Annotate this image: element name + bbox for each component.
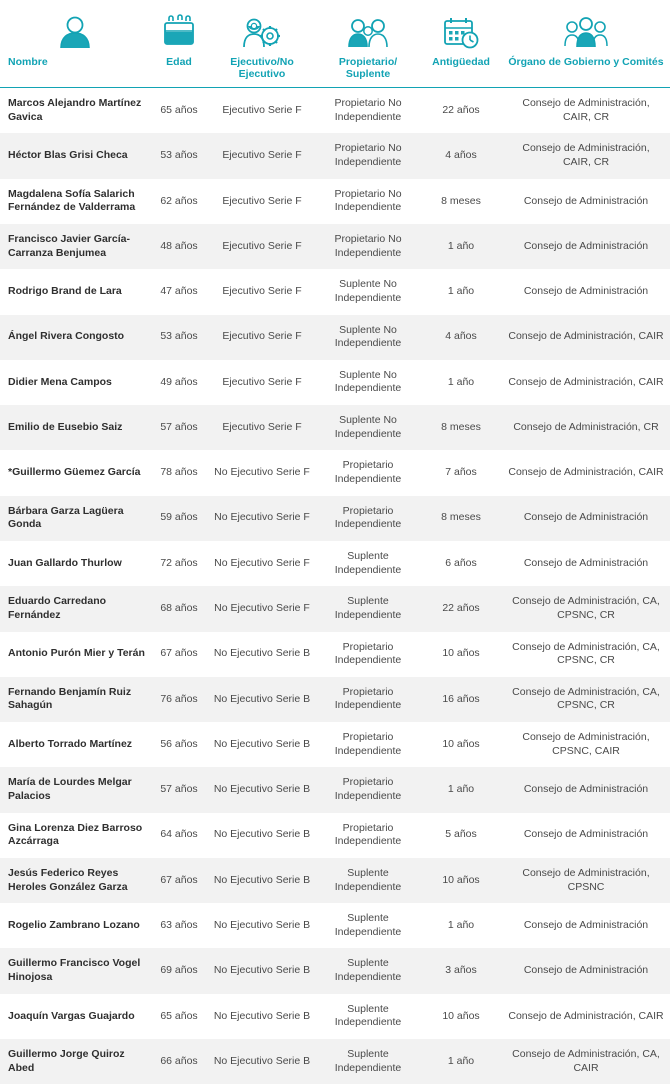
cell-antiguedad: 1 año (420, 903, 502, 948)
cell-organo: Consejo de Administración (502, 179, 670, 224)
cell-edad: 64 años (150, 813, 208, 858)
cell-propietario: Suplente Independiente (316, 903, 420, 948)
person-gear-icon (210, 14, 314, 50)
cell-propietario: Suplente Independiente (316, 948, 420, 993)
cell-ejecutivo: No Ejecutivo Serie F (208, 541, 316, 586)
column-header-nombre: Nombre (0, 54, 150, 88)
cell-antiguedad: 10 años (420, 632, 502, 677)
header-icon-cell-nombre (0, 0, 150, 54)
cell-antiguedad: 4 años (420, 133, 502, 178)
cell-edad: 49 años (150, 360, 208, 405)
cell-organo: Consejo de Administración, CAIR (502, 315, 670, 360)
cell-antiguedad: 22 años (420, 88, 502, 134)
cell-edad: 47 años (150, 269, 208, 314)
cell-organo: Consejo de Administración (502, 813, 670, 858)
cell-edad: 62 años (150, 179, 208, 224)
cell-nombre: Guillermo Jorge Quiroz Abed (0, 1039, 150, 1084)
table-row (0, 405, 670, 450)
cell-edad: 68 años (150, 586, 208, 631)
cell-propietario: Suplente No Independiente (316, 360, 420, 405)
cell-ejecutivo: Ejecutivo Serie F (208, 315, 316, 360)
header-icon-cell-edad (150, 0, 208, 54)
cell-edad: 65 años (150, 994, 208, 1039)
cell-propietario: Suplente Independiente (316, 1039, 420, 1084)
cell-organo: Consejo de Administración, CAIR, CR (502, 88, 670, 134)
cell-edad: 53 años (150, 133, 208, 178)
cell-edad: 63 años (150, 903, 208, 948)
cell-nombre: Ángel Rivera Congosto (0, 315, 150, 360)
cell-organo: Consejo de Administración, CA, CPSNC, CR (502, 586, 670, 631)
cell-ejecutivo: No Ejecutivo Serie F (208, 450, 316, 495)
calendar-clock-icon (422, 14, 500, 50)
person-icon (2, 14, 148, 50)
cell-ejecutivo: No Ejecutivo Serie B (208, 1039, 316, 1084)
header-label-row (0, 54, 670, 88)
table-row (0, 767, 670, 812)
table-row (0, 224, 670, 269)
cell-nombre: Joaquín Vargas Guajardo (0, 994, 150, 1039)
column-header-edad: Edad (150, 54, 208, 88)
cell-propietario: Suplente Independiente (316, 586, 420, 631)
cell-propietario: Suplente No Independiente (316, 269, 420, 314)
cell-propietario: Suplente Independiente (316, 541, 420, 586)
cell-nombre: Alberto Torrado Martínez (0, 722, 150, 767)
cell-organo: Consejo de Administración (502, 269, 670, 314)
table-row (0, 360, 670, 405)
cell-propietario: Propietario Independiente (316, 767, 420, 812)
cell-organo: Consejo de Administración, CA, CPSNC, CR (502, 677, 670, 722)
cell-edad: 66 años (150, 1039, 208, 1084)
cell-propietario: Propietario No Independiente (316, 179, 420, 224)
cell-organo: Consejo de Administración, CPSNC, CAIR (502, 722, 670, 767)
cell-edad: 65 años (150, 88, 208, 134)
cell-propietario: Propietario No Independiente (316, 88, 420, 134)
cell-ejecutivo: No Ejecutivo Serie B (208, 858, 316, 903)
cell-ejecutivo: Ejecutivo Serie F (208, 133, 316, 178)
table-row (0, 677, 670, 722)
table-row (0, 315, 670, 360)
table-body (0, 88, 670, 1084)
table-row (0, 450, 670, 495)
header-icon-cell-propietario (316, 0, 420, 54)
two-people-icon (318, 14, 418, 50)
group-people-icon (504, 14, 668, 50)
table-row (0, 948, 670, 993)
cell-ejecutivo: No Ejecutivo Serie B (208, 813, 316, 858)
table-row (0, 269, 670, 314)
cell-nombre: Rodrigo Brand de Lara (0, 269, 150, 314)
cell-propietario: Suplente Independiente (316, 994, 420, 1039)
cell-nombre: Didier Mena Campos (0, 360, 150, 405)
cell-ejecutivo: Ejecutivo Serie F (208, 405, 316, 450)
table-row (0, 994, 670, 1039)
cell-organo: Consejo de Administración, CAIR (502, 360, 670, 405)
cell-antiguedad: 8 meses (420, 496, 502, 541)
cell-ejecutivo: No Ejecutivo Serie B (208, 994, 316, 1039)
header-icon-cell-ejecutivo (208, 0, 316, 54)
cell-nombre: Antonio Purón Mier y Terán (0, 632, 150, 677)
cell-organo: Consejo de Administración (502, 767, 670, 812)
cell-edad: 59 años (150, 496, 208, 541)
column-header-propietario: Propietario/ Suplente (316, 54, 420, 88)
cell-propietario: Suplente Independiente (316, 858, 420, 903)
table-row (0, 722, 670, 767)
cell-organo: Consejo de Administración, CAIR (502, 450, 670, 495)
cell-antiguedad: 10 años (420, 722, 502, 767)
cell-edad: 57 años (150, 767, 208, 812)
cell-nombre: Rogelio Zambrano Lozano (0, 903, 150, 948)
column-header-ejecutivo: Ejecutivo/No Ejecutivo (208, 54, 316, 88)
cell-antiguedad: 8 meses (420, 179, 502, 224)
cell-ejecutivo: Ejecutivo Serie F (208, 360, 316, 405)
cell-organo: Consejo de Administración, CR (502, 405, 670, 450)
cell-nombre: Bárbara Garza Lagüera Gonda (0, 496, 150, 541)
cell-nombre: Gina Lorenza Diez Barroso Azcárraga (0, 813, 150, 858)
cell-propietario: Suplente No Independiente (316, 315, 420, 360)
cell-ejecutivo: No Ejecutivo Serie B (208, 903, 316, 948)
cell-antiguedad: 8 meses (420, 405, 502, 450)
cell-antiguedad: 1 año (420, 1039, 502, 1084)
cell-nombre: María de Lourdes Melgar Palacios (0, 767, 150, 812)
cell-edad: 57 años (150, 405, 208, 450)
column-header-antiguedad: Antigüedad (420, 54, 502, 88)
table-row (0, 133, 670, 178)
header-icon-cell-organo (502, 0, 670, 54)
cell-organo: Consejo de Administración, CAIR (502, 994, 670, 1039)
cell-propietario: Propietario Independiente (316, 813, 420, 858)
table-row (0, 496, 670, 541)
cell-antiguedad: 10 años (420, 994, 502, 1039)
cell-nombre: Magdalena Sofía Salarich Fernández de Valderrama (0, 179, 150, 224)
cell-organo: Consejo de Administración, CAIR, CR (502, 133, 670, 178)
cell-antiguedad: 4 años (420, 315, 502, 360)
cell-nombre: Guillermo Francisco Vogel Hinojosa (0, 948, 150, 993)
cell-propietario: Propietario Independiente (316, 496, 420, 541)
cell-edad: 56 años (150, 722, 208, 767)
cell-antiguedad: 1 año (420, 269, 502, 314)
cell-organo: Consejo de Administración (502, 224, 670, 269)
cell-propietario: Propietario Independiente (316, 632, 420, 677)
cell-nombre: Jesús Federico Reyes Heroles González Garza (0, 858, 150, 903)
cell-edad: 76 años (150, 677, 208, 722)
cell-antiguedad: 1 año (420, 360, 502, 405)
cell-antiguedad: 6 años (420, 541, 502, 586)
cell-edad: 67 años (150, 858, 208, 903)
cell-nombre: *Guillermo Güemez García (0, 450, 150, 495)
table-row (0, 586, 670, 631)
cell-edad: 67 años (150, 632, 208, 677)
cell-nombre: Eduardo Carredano Fernández (0, 586, 150, 631)
cell-edad: 53 años (150, 315, 208, 360)
cell-ejecutivo: Ejecutivo Serie F (208, 88, 316, 134)
cell-edad: 78 años (150, 450, 208, 495)
cell-propietario: Propietario No Independiente (316, 133, 420, 178)
cell-ejecutivo: No Ejecutivo Serie B (208, 677, 316, 722)
cell-nombre: Juan Gallardo Thurlow (0, 541, 150, 586)
cell-antiguedad: 7 años (420, 450, 502, 495)
cell-antiguedad: 1 año (420, 767, 502, 812)
header-icon-cell-antiguedad (420, 0, 502, 54)
cell-antiguedad: 1 año (420, 224, 502, 269)
cell-nombre: Francisco Javier García-Carranza Benjumea (0, 224, 150, 269)
table-row (0, 179, 670, 224)
table-row (0, 1039, 670, 1084)
cell-antiguedad: 3 años (420, 948, 502, 993)
calendar-birthday-icon (152, 14, 206, 50)
table-row (0, 903, 670, 948)
cell-edad: 69 años (150, 948, 208, 993)
cell-ejecutivo: No Ejecutivo Serie B (208, 632, 316, 677)
cell-propietario: Suplente No Independiente (316, 405, 420, 450)
cell-ejecutivo: No Ejecutivo Serie B (208, 767, 316, 812)
cell-organo: Consejo de Administración, CPSNC (502, 858, 670, 903)
cell-propietario: Propietario No Independiente (316, 224, 420, 269)
cell-ejecutivo: No Ejecutivo Serie F (208, 586, 316, 631)
cell-organo: Consejo de Administración, CA, CAIR (502, 1039, 670, 1084)
table-row (0, 541, 670, 586)
cell-antiguedad: 10 años (420, 858, 502, 903)
header-icon-row (0, 0, 670, 54)
cell-ejecutivo: No Ejecutivo Serie B (208, 722, 316, 767)
cell-antiguedad: 16 años (420, 677, 502, 722)
cell-antiguedad: 22 años (420, 586, 502, 631)
cell-organo: Consejo de Administración (502, 948, 670, 993)
cell-ejecutivo: Ejecutivo Serie F (208, 224, 316, 269)
cell-organo: Consejo de Administración (502, 903, 670, 948)
cell-organo: Consejo de Administración (502, 541, 670, 586)
cell-nombre: Héctor Blas Grisi Checa (0, 133, 150, 178)
cell-nombre: Marcos Alejandro Martínez Gavica (0, 88, 150, 134)
cell-nombre: Fernando Benjamín Ruiz Sahagún (0, 677, 150, 722)
cell-organo: Consejo de Administración, CA, CPSNC, CR (502, 632, 670, 677)
cell-organo: Consejo de Administración (502, 496, 670, 541)
table-row (0, 632, 670, 677)
cell-antiguedad: 5 años (420, 813, 502, 858)
cell-propietario: Propietario Independiente (316, 677, 420, 722)
column-header-organo: Órgano de Gobierno y Comités (502, 54, 670, 88)
cell-ejecutivo: No Ejecutivo Serie B (208, 948, 316, 993)
cell-propietario: Propietario Independiente (316, 722, 420, 767)
table-row (0, 813, 670, 858)
cell-edad: 72 años (150, 541, 208, 586)
table-row (0, 858, 670, 903)
cell-ejecutivo: No Ejecutivo Serie F (208, 496, 316, 541)
cell-nombre: Emilio de Eusebio Saiz (0, 405, 150, 450)
cell-edad: 48 años (150, 224, 208, 269)
cell-propietario: Propietario Independiente (316, 450, 420, 495)
cell-ejecutivo: Ejecutivo Serie F (208, 269, 316, 314)
table-row (0, 88, 670, 134)
cell-ejecutivo: Ejecutivo Serie F (208, 179, 316, 224)
